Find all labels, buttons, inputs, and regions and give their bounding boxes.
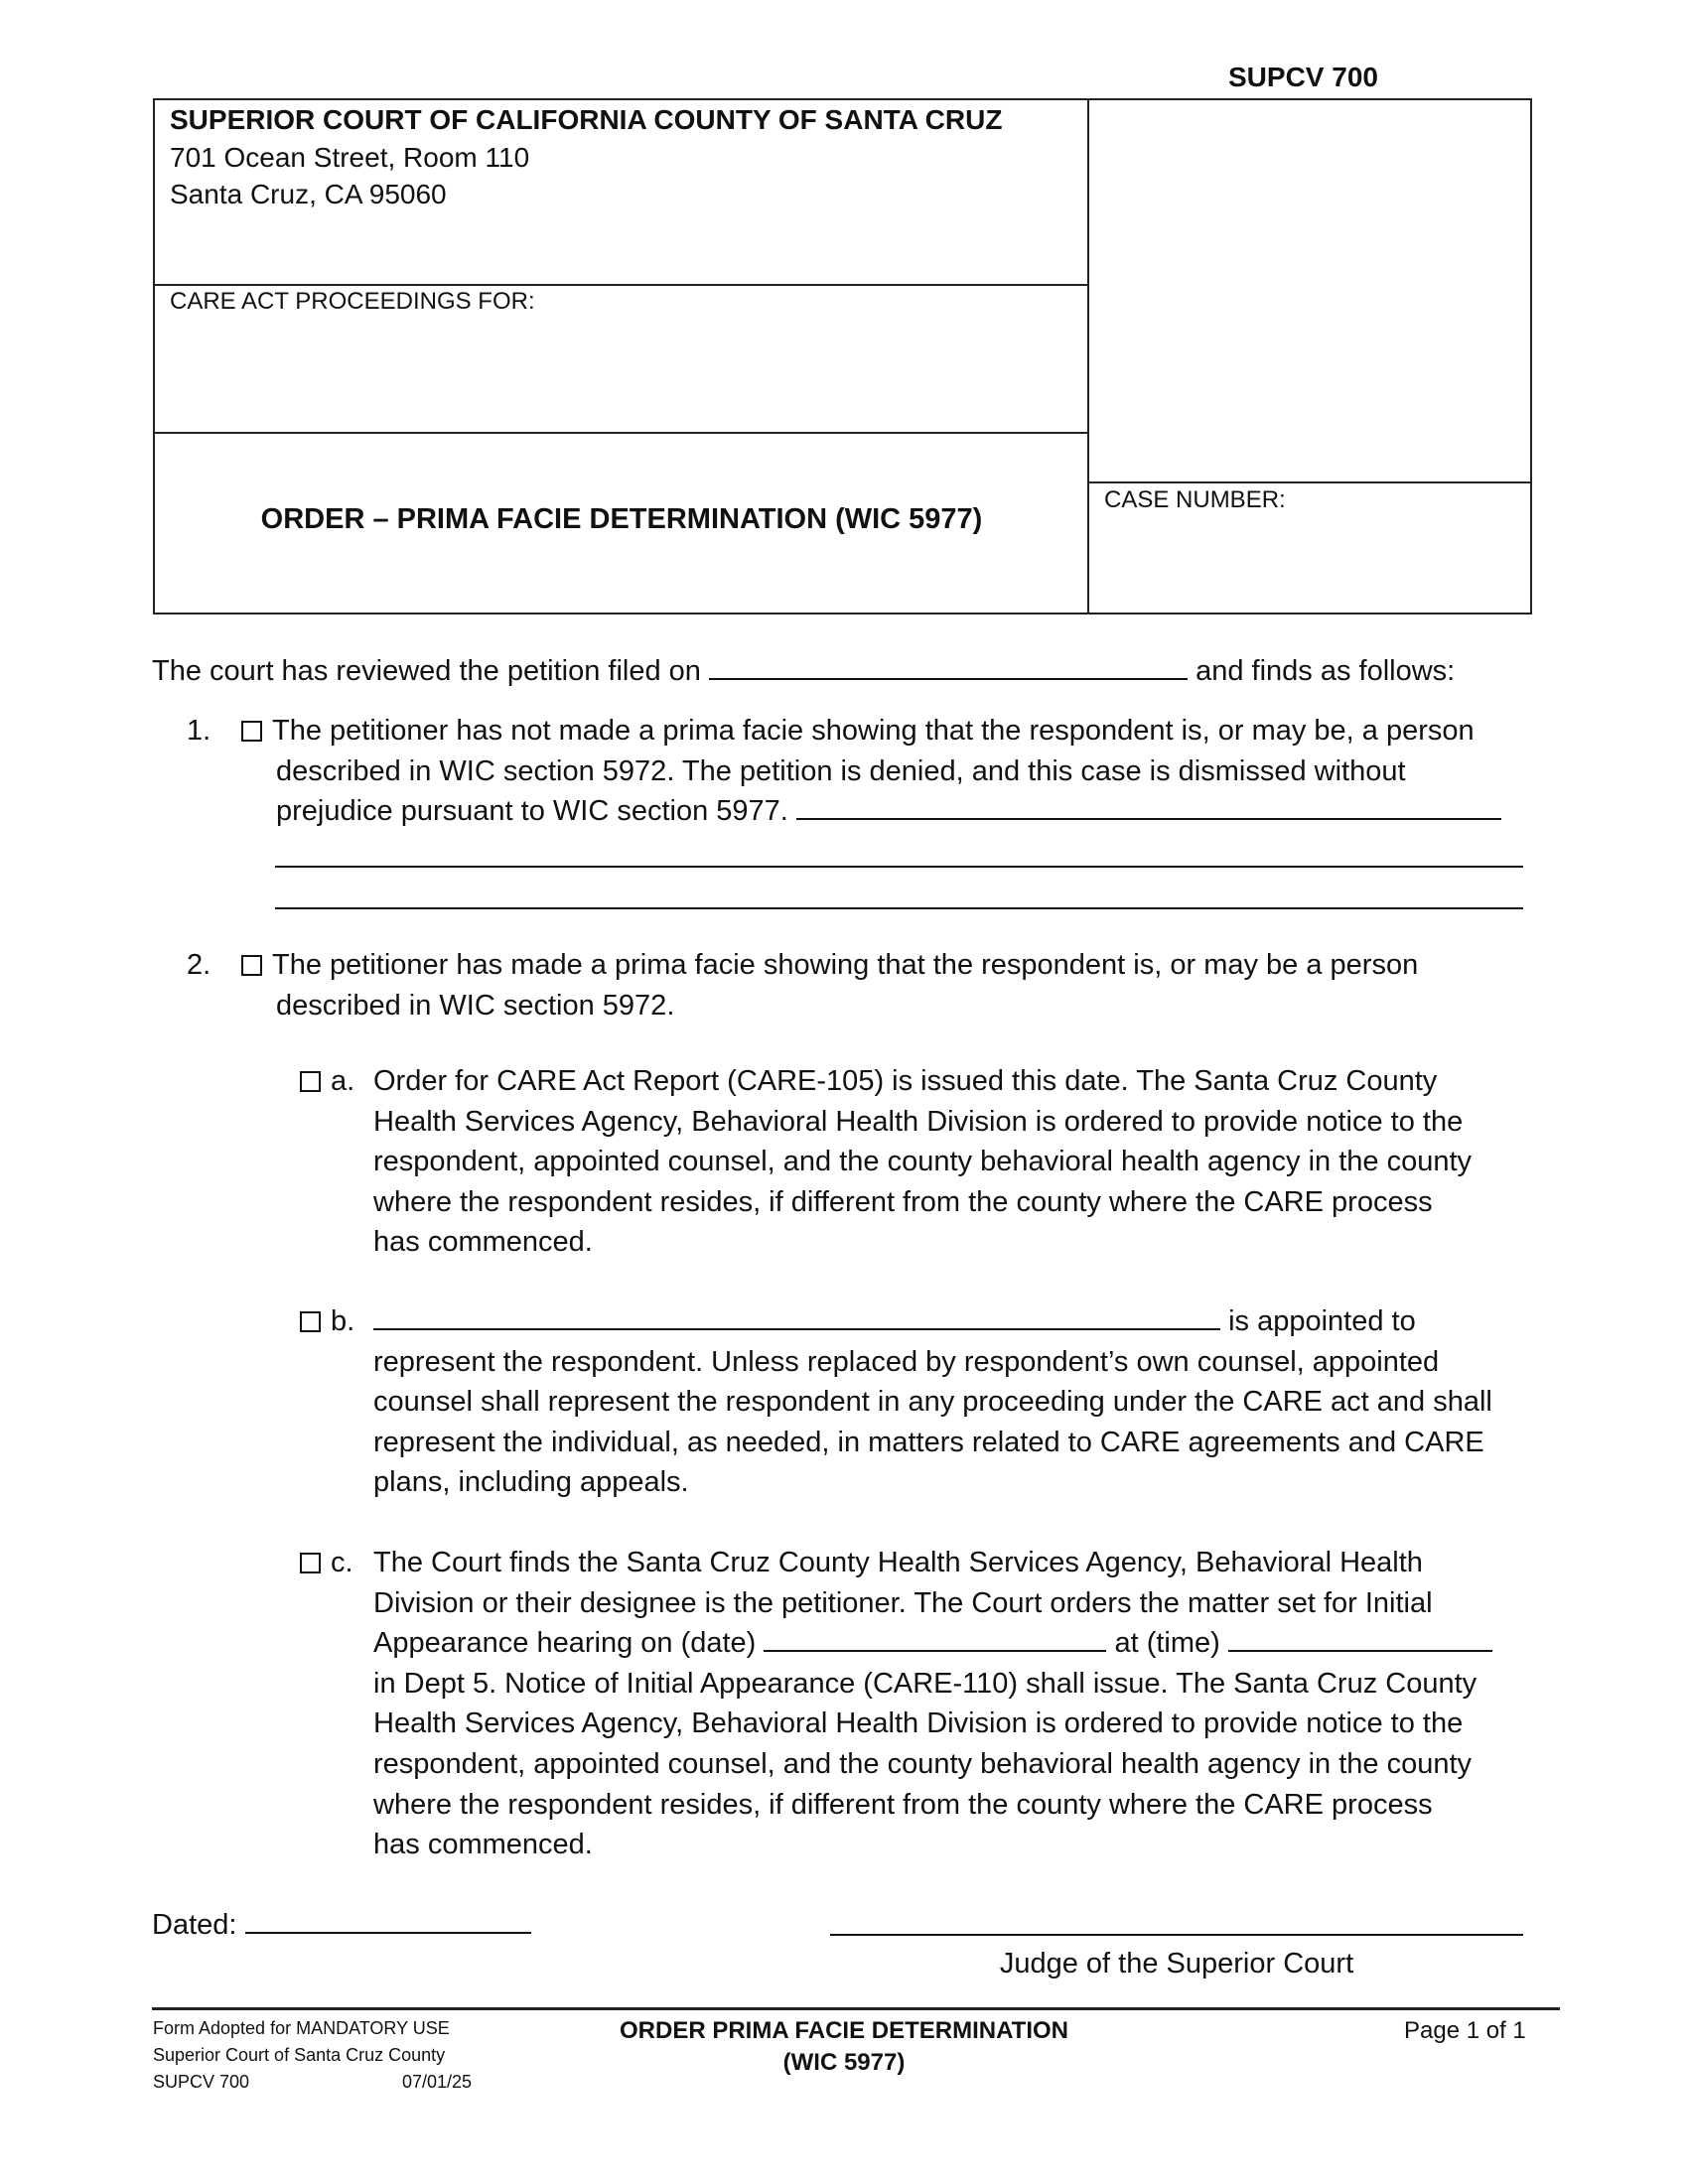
- item2c-line6: respondent, appointed counsel, and the county behavioral health agency in the county: [373, 1747, 1473, 1780]
- item2c-checkbox[interactable]: [300, 1553, 321, 1573]
- item2b-line2: represent the respondent. Unless replaced by respondent’s own counsel, appointed: [373, 1345, 1440, 1378]
- item2c-line3-before: Appearance hearing on (date): [373, 1627, 757, 1660]
- header-box: [153, 98, 1532, 614]
- item1-line3: prejudice pursuant to WIC section 5977.: [276, 795, 788, 828]
- proceedings-label: CARE ACT PROCEEDINGS FOR:: [170, 288, 535, 315]
- intro-before: The court has reviewed the petition filed on: [152, 655, 701, 687]
- item2b-letter: b.: [331, 1305, 355, 1337]
- footer-date: 07/01/25: [402, 2072, 473, 2092]
- appointed-counsel-field[interactable]: [373, 1308, 1220, 1330]
- footer-court: Superior Court of Santa Cruz County: [153, 2045, 446, 2065]
- footer-divider: [152, 2007, 1560, 2010]
- hearing-time-field[interactable]: [1228, 1630, 1492, 1652]
- item2-checkbox[interactable]: [241, 955, 262, 976]
- header-divider-2: [153, 432, 1088, 434]
- footer-title-line2: (WIC 5977): [782, 2049, 906, 2076]
- item2-number: 2.: [187, 949, 211, 981]
- item2c: [373, 1543, 1492, 1865]
- case-number-divider: [1087, 481, 1532, 483]
- petition-date-field[interactable]: [709, 658, 1188, 680]
- judge-label: Judge of the Superior Court: [999, 1948, 1354, 1979]
- item2b-line3: counsel shall represent the respondent in any proceeding under the CARE act and shall: [373, 1386, 1492, 1419]
- page-title: ORDER – PRIMA FACIE DETERMINATION (WIC 5977): [260, 503, 983, 535]
- item2c-line4: in Dept 5. Notice of Initial Appearance (CARE-110) shall issue. The Santa Cruz County: [373, 1667, 1477, 1700]
- item2c-line3-middle: at (time): [1114, 1627, 1220, 1660]
- item2a-line5: has commenced.: [373, 1226, 593, 1259]
- item2c-letter: c.: [331, 1547, 353, 1578]
- item2b-line1-after: is appointed to: [1228, 1305, 1416, 1337]
- item2c-line7: where the respondent resides, if different from the county where the CARE process: [373, 1788, 1433, 1821]
- hearing-date-field[interactable]: [764, 1630, 1106, 1652]
- case-number-label: CASE NUMBER:: [1104, 486, 1286, 513]
- form-id: SUPCV 700: [1228, 62, 1378, 92]
- item2c-line2: Division or their designee is the petitioner. The Court orders the matter set for Initial: [373, 1586, 1433, 1619]
- item2: [241, 945, 1418, 1025]
- footer-title-line1: ORDER PRIMA FACIE DETERMINATION: [619, 2017, 1068, 2044]
- header-divider-1: [153, 284, 1088, 286]
- item1: [241, 711, 1501, 832]
- item1-notes-line2[interactable]: [275, 866, 1523, 868]
- court-name: SUPERIOR COURT OF CALIFORNIA COUNTY OF SANTA CRUZ: [170, 104, 1003, 135]
- item2a-letter: a.: [331, 1065, 355, 1097]
- dated-row: [152, 1905, 531, 1946]
- item1-line1: The petitioner has not made a prima facie showing that the respondent is, or may be, a person: [272, 715, 1475, 747]
- item2c-marker: [300, 1543, 353, 1583]
- item2b-line5: plans, including appeals.: [373, 1466, 689, 1499]
- item2a: [373, 1061, 1472, 1263]
- header-divider-vertical: [1087, 98, 1089, 614]
- item1-checkbox[interactable]: [241, 721, 262, 742]
- item2b-line4: represent the individual, as needed, in matters related to CARE agreements and CARE: [373, 1426, 1484, 1458]
- item2b-marker: [300, 1301, 354, 1342]
- item2b: [373, 1301, 1492, 1503]
- judge-signature-line[interactable]: [830, 1934, 1523, 1936]
- item2c-line1: The Court finds the Santa Cruz County Health Services Agency, Behavioral Health: [373, 1547, 1423, 1578]
- court-address-line2: Santa Cruz, CA 95060: [170, 179, 447, 209]
- item2a-line3: respondent, appointed counsel, and the county behavioral health agency in the county: [373, 1146, 1473, 1178]
- item2a-line4: where the respondent resides, if different from the county where the CARE process: [373, 1185, 1433, 1218]
- item2a-marker: [300, 1061, 354, 1102]
- item2-line1: The petitioner has made a prima facie showing that the respondent is, or may be a person: [272, 949, 1419, 981]
- footer-page: Page 1 of 1: [1404, 2017, 1526, 2044]
- item2a-line1: Order for CARE Act Report (CARE-105) is issued this date. The Santa Cruz County: [373, 1065, 1438, 1097]
- dated-field[interactable]: [245, 1912, 531, 1934]
- item1-line2: described in WIC section 5972. The petition is denied, and this case is dismissed without: [276, 754, 1406, 787]
- intro-line: [152, 651, 1455, 692]
- dated-label: Dated:: [152, 1909, 237, 1941]
- item1-notes-field[interactable]: [796, 798, 1501, 820]
- footer-adopted: Form Adopted for MANDATORY USE: [153, 2018, 450, 2038]
- intro-after: and finds as follows:: [1196, 655, 1456, 687]
- item2c-line8: has commenced.: [373, 1829, 593, 1861]
- item2a-line2: Health Services Agency, Behavioral Health Division is ordered to provide notice to the: [373, 1105, 1464, 1138]
- item1-notes-line3[interactable]: [275, 907, 1523, 909]
- court-address-line1: 701 Ocean Street, Room 110: [170, 142, 530, 173]
- item2b-checkbox[interactable]: [300, 1311, 321, 1332]
- footer-form-code: SUPCV 700: [153, 2072, 250, 2092]
- item2-line2: described in WIC section 5972.: [276, 989, 675, 1022]
- item1-number: 1.: [187, 715, 211, 747]
- item2a-checkbox[interactable]: [300, 1071, 321, 1092]
- item2c-line5: Health Services Agency, Behavioral Health Division is ordered to provide notice to the: [373, 1707, 1464, 1740]
